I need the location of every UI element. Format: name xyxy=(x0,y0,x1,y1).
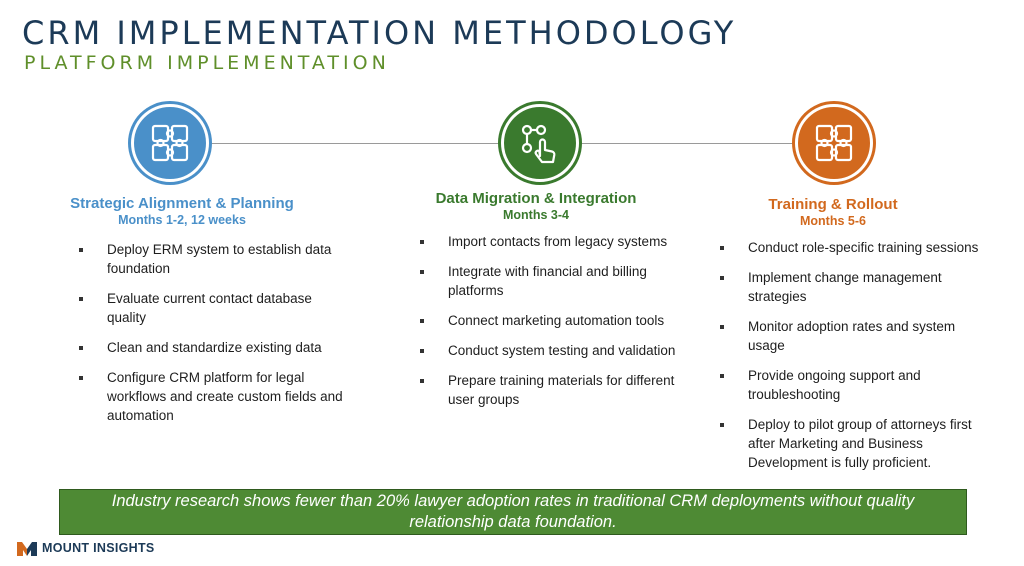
timeline-connector-1 xyxy=(210,143,500,144)
list-item: Monitor adoption rates and system usage xyxy=(720,317,992,355)
list-item: Provide ongoing support and troubleshooting xyxy=(720,366,992,404)
research-callout xyxy=(59,489,967,535)
phase-2-title: Data Migration & Integration xyxy=(435,190,637,207)
list-item: Deploy to pilot group of attorneys first after Marketing and Business Development is fully proficient. xyxy=(720,415,992,472)
phase-2-duration: Months 3-4 xyxy=(503,208,569,222)
phase-2-task-list xyxy=(420,232,688,420)
phase-3-title: Training & Rollout xyxy=(768,196,898,213)
phase-1-title: Strategic Alignment & Planning xyxy=(70,195,294,212)
list-item: Integrate with financial and billing platforms xyxy=(420,262,688,300)
phase-2-icon-badge xyxy=(501,104,579,182)
timeline-connector-2 xyxy=(580,143,795,144)
puzzle-icon xyxy=(814,123,854,163)
callout-text: Industry research shows fewer than 20% lawyer adoption rates in traditional CRM deployments without quality relationship data foundation. xyxy=(111,492,915,531)
list-item: Conduct system testing and validation xyxy=(420,341,688,360)
phase-3-task-list xyxy=(720,238,992,483)
list-item: Conduct role-specific training sessions xyxy=(720,238,992,257)
page-title: CRM IMPLEMENTATION METHODOLOGY xyxy=(22,14,737,52)
touch-workflow-icon xyxy=(519,122,561,164)
phase-1-duration: Months 1-2, 12 weeks xyxy=(118,213,246,227)
puzzle-icon xyxy=(150,123,190,163)
list-item: Implement change management strategies xyxy=(720,268,992,306)
list-item: Deploy ERM system to establish data foundation xyxy=(79,240,347,278)
phase-2-heading xyxy=(406,190,666,222)
list-item: Prepare training materials for different user groups xyxy=(420,371,688,409)
phase-3-icon-badge xyxy=(795,104,873,182)
phase-1-icon-badge xyxy=(131,104,209,182)
phase-1-task-list xyxy=(79,240,347,436)
list-item: Clean and standardize existing data xyxy=(79,338,347,357)
list-item: Connect marketing automation tools xyxy=(420,311,688,330)
phase-1-heading xyxy=(52,195,312,227)
list-item: Configure CRM platform for legal workflows and create custom fields and automation xyxy=(79,368,347,425)
page-subtitle: PLATFORM IMPLEMENTATION xyxy=(24,52,390,74)
list-item: Import contacts from legacy systems xyxy=(420,232,688,251)
phase-3-duration: Months 5-6 xyxy=(800,214,866,228)
brand-name: MOUNT INSIGHTS xyxy=(42,541,155,555)
mount-insights-logo xyxy=(17,540,37,556)
brand-logo xyxy=(17,540,155,556)
list-item: Evaluate current contact database quality xyxy=(79,289,347,327)
phase-3-heading xyxy=(703,196,963,228)
